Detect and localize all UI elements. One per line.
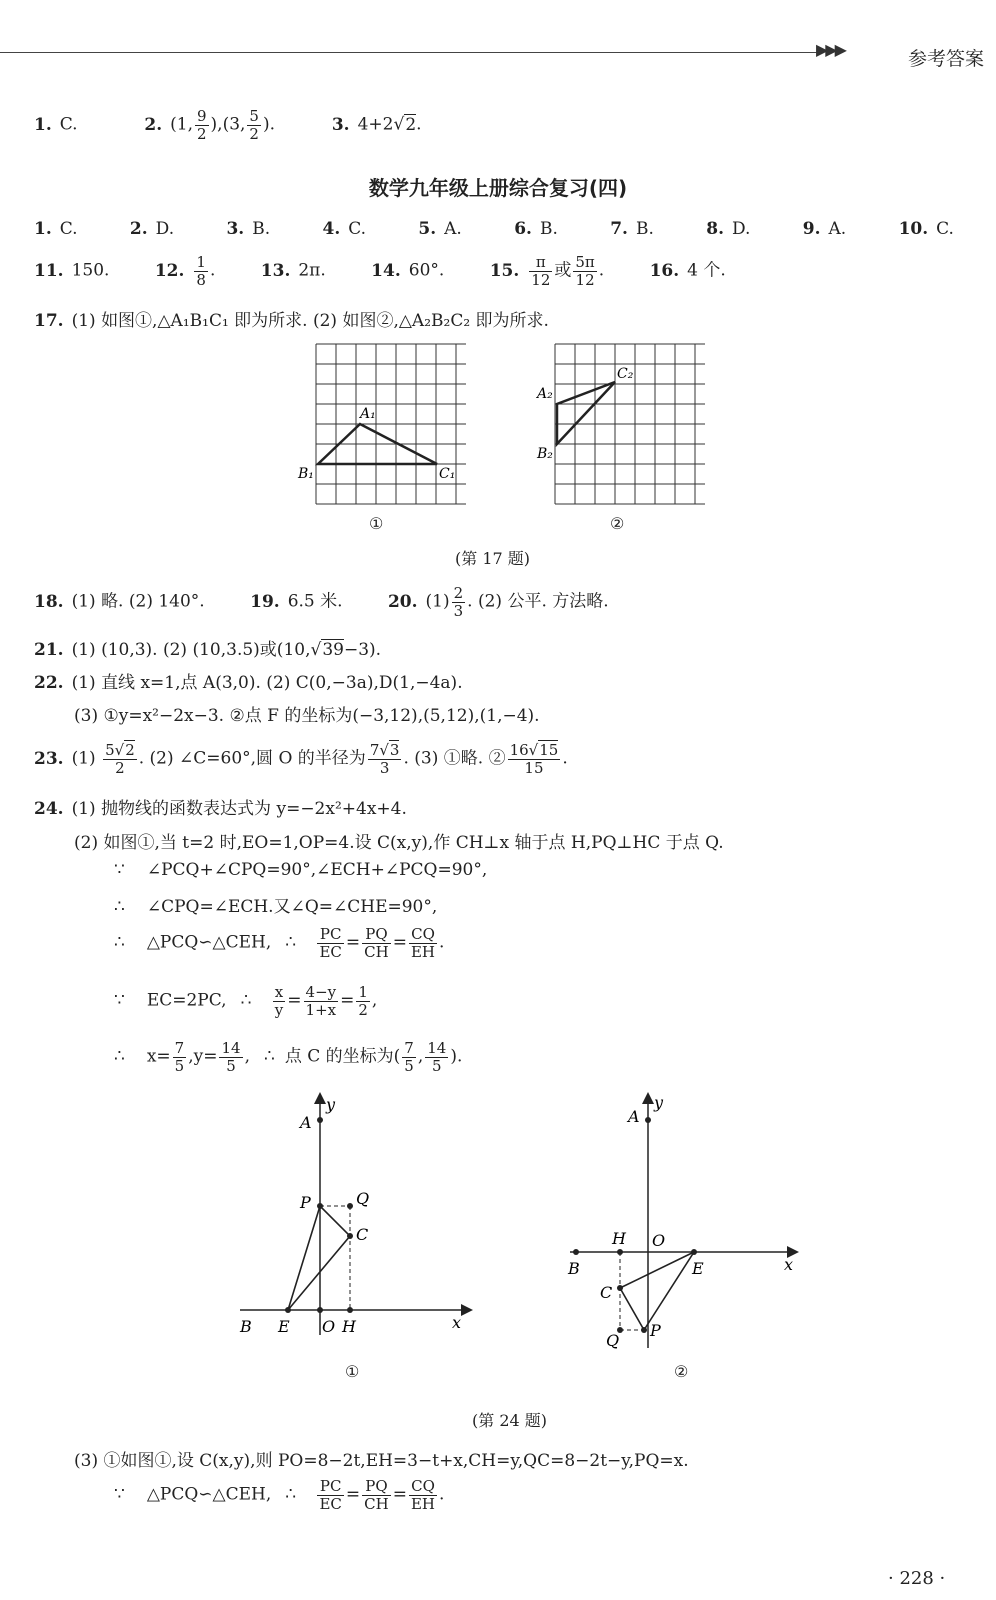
mc-item: 3. B. (226, 219, 271, 239)
q24-line3: ∵ ∠PCQ+∠CPQ=90°,∠ECH+∠PCQ=90°, (114, 860, 488, 880)
svg-text:x: x (452, 1313, 462, 1332)
q23: 23. (1) $\frac{5√2}{2}$ . (2) ∠C=60°,圆 O 的半径为 $\frac{7√3}{3}$ . (3) ①略. ② $\frac{16√15}{15}$ . (34, 741, 568, 777)
q24-fig1-label: ① (345, 1362, 360, 1381)
section-title: 数学九年级上册综合复习(四) (368, 176, 628, 200)
mc-item: 2. D. (129, 219, 175, 239)
q24-figure-1 (230, 1090, 480, 1340)
svg-text:Q: Q (606, 1331, 620, 1350)
mc-item: 6. B. (514, 219, 558, 239)
svg-text:H: H (612, 1229, 626, 1248)
q21: 21. (1) (10,3). (2) (10,3.5)或(10,√39−3). (34, 640, 382, 660)
q17-figure-1 (296, 340, 466, 510)
label-a2: A₂ (537, 386, 553, 402)
q24-line2: (2) 如图①,当 t=2 时,EO=1,OP=4.设 C(x,y),作 CH⊥x 轴于点 H,PQ⊥HC 于点 Q. (74, 833, 724, 853)
mc-answers (34, 219, 954, 239)
svg-text:B: B (568, 1259, 580, 1278)
svg-text:C: C (600, 1283, 613, 1302)
q24-caption: (第 24 题) (472, 1411, 548, 1430)
label-b2: B₂ (537, 446, 553, 462)
page-number: · 228 · (888, 1568, 946, 1589)
mc-item: 9. A. (802, 219, 847, 239)
mc-item: 8. D. (706, 219, 751, 239)
q24-line8: (3) ①如图①,设 C(x,y),则 PO=8−2t,EH=3−t+x,CH=y,QC=8−2t−y,PQ=x. (74, 1451, 689, 1471)
svg-text:x: x (784, 1255, 794, 1274)
q24-figure-2 (560, 1090, 810, 1350)
q24-line6: ∵ EC=2PC, ∴ $\frac{x}{y}$ = $\frac{4-y}{1+x}$ = $\frac{1}{2}$ , (114, 983, 378, 1019)
fill-answers: 11. 150. 12. $\frac{1}{8}$ . 13. 2π. 14. 60°. 15. $\frac{\pi}{12}$ 或 $\frac{5\pi}{12}$ . 16. 4 个. (34, 253, 726, 289)
q24-line7: ∴ x= $\frac{7}{5}$ ,y= $\frac{14}{5}$ , ∴ 点 C 的坐标为( $\frac{7}{5}$ , $\frac{14}{5}$ ). (114, 1039, 463, 1075)
prev-answers: 1. C. 2. (1, $\frac{9}{2}$ ),(3, $\frac{5}{2}$ ). 3. 4+2√2. (34, 107, 422, 143)
svg-text:Q: Q (356, 1189, 370, 1208)
svg-text:P: P (650, 1321, 661, 1340)
q17-caption: (第 17 题) (455, 549, 531, 568)
svg-text:B: B (240, 1317, 252, 1336)
header-arrows-icon: ▶▶▶ (816, 40, 844, 59)
q17-fig1-label: ① (369, 514, 384, 533)
svg-text:E: E (692, 1259, 704, 1278)
q24-line9: ∵ △PCQ∽△CEH, ∴ $\frac{PC}{EC}$ = $\frac{PQ}{CH}$ = $\frac{CQ}{EH}$ . (114, 1477, 445, 1513)
label-c1: C₁ (439, 466, 456, 482)
svg-text:O: O (652, 1231, 666, 1250)
mc-item: 5. A. (418, 219, 462, 239)
q24-fig2-label: ② (674, 1362, 689, 1381)
q24-line5: ∴ △PCQ∽△CEH, ∴ $\frac{PC}{EC}$ = $\frac{PQ}{CH}$ = $\frac{CQ}{EH}$ . (114, 925, 445, 961)
svg-text:C: C (356, 1225, 369, 1244)
label-a1: A₁ (360, 406, 376, 422)
mc-item: 10. C. (898, 219, 954, 239)
svg-text:H: H (342, 1317, 356, 1336)
q17-fig2-label: ② (610, 514, 625, 533)
svg-text:P: P (300, 1193, 311, 1212)
q18-20: 18. (1) 略. (2) 140°. 19. 6.5 米. 20. (1) $\frac{2}{3}$ . (2) 公平. 方法略. (34, 584, 609, 620)
svg-text:O: O (322, 1317, 336, 1336)
q22-line2: (3) ①y=x²−2x−3. ②点 F 的坐标为(−3,12),(5,12),(1,−4). (74, 706, 540, 726)
q17-text: 17. (1) 如图①,△A₁B₁C₁ 即为所求. (2) 如图②,△A₂B₂C₂ 即为所求. (34, 311, 549, 331)
q24-line4: ∴ ∠CPQ=∠ECH.又∠Q=∠CHE=90°, (114, 897, 438, 917)
q24-line1: 24. (1) 抛物线的函数表达式为 y=−2x²+4x+4. (34, 799, 407, 819)
q22-line1: 22. (1) 直线 x=1,点 A(3,0). (2) C(0,−3a),D(1,−4a). (34, 673, 463, 693)
q17-figure-2 (535, 340, 705, 510)
header-rule (0, 52, 820, 53)
mc-item: 1. C. (34, 219, 78, 239)
svg-text:y: y (654, 1093, 664, 1112)
svg-text:A: A (300, 1113, 312, 1132)
svg-text:y: y (326, 1095, 336, 1114)
mc-item: 4. C. (322, 219, 367, 239)
svg-text:A: A (628, 1107, 640, 1126)
mc-item: 7. B. (610, 219, 654, 239)
triangle-a2b2c2 (557, 382, 615, 444)
svg-text:E: E (278, 1317, 290, 1336)
header-title: 参考答案 (908, 48, 985, 70)
label-b1: B₁ (298, 466, 314, 482)
label-c2: C₂ (617, 366, 634, 382)
